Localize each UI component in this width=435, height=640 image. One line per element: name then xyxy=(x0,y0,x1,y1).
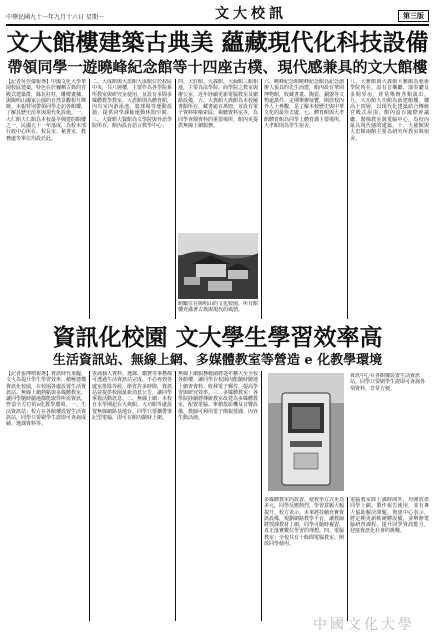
watermark-text: 中國文化大學 xyxy=(313,617,415,633)
article2-column: 多媒體教室的設置，使教學方式更為多元，同學反應熱烈，學習意願大幅提升。校方表示，未來將持續充實資訊設備，規劃網路教學平台，讓教師將授課教材上網，同學可隨時複習，真正落實數位學習的理想。四、電腦教室：全校共有十餘間電腦教室，開放同學使用。 xyxy=(264,497,344,548)
article2-column: 電腦教室除上課時間外，均開放供同學上網、製作報告使用，並有專人協助解決問題。資訊中心表示，將定期更新軟硬體設備，並舉辦電腦研習課程，提升同學資訊能力，迎接資訊化社會的挑戰。 xyxy=(350,497,429,535)
campus-aerial-photo xyxy=(178,233,258,299)
article1-subheadline: 帶領同學一遊曉峰紀念館等十四座古樸、現代感兼具的文大館樓 xyxy=(7,58,428,76)
article1-headline: 文大館樓建築古典美 蘊藏現代化科技設備 xyxy=(6,29,429,56)
article1-column: 二、大成館與大恩館大成館位於校區中央，共八層樓，主要作為各學院系所教室與研究室使用，並設有多間多媒體教學教室。大恩館則為體育館，內有室內游泳池、籃球場等運動設施，提供同學課餘運動休閒空間。三、大賢館大賢館為文學院與外語學院所在，館內設有語言教學中心。 xyxy=(92,79,172,130)
article2-body xyxy=(6,369,429,623)
article2-photo-caption: 資訊中心在各館樓設置生活資訊站，同學只要刷學生證即可查詢各項資料，非常方便。 xyxy=(350,373,426,392)
article1-column: 八、大雅館與大義館大雅館為藝術學院所在，設有音樂廳、演奏廳及多間琴房，經常舉辦各類演出。九、大功館大功館為新建館樓，樓高十四層，以現代化建築結合傳統宮殿式屋頂，館內設有國際會議廳、階梯教室與電腦中心，為校內最具現代感的建築。十、大慈館與大忠館兩館主要為研究所教室與宿舍。 xyxy=(350,79,429,142)
article2-headline: 資訊化校園 文大學生學習效率高 xyxy=(52,324,383,351)
edition-label: 第三版 xyxy=(398,10,429,22)
issue-date: 中華民國九十一年九月十六日 星期一 xyxy=(6,14,104,21)
article1-body xyxy=(6,77,429,322)
article1-photo-caption: 俯瞰位在陽明山的文化校園，所有館樓充滿著古典與現代的風情。 xyxy=(178,301,258,314)
article1-column: 六、曉峰紀念館曉峰紀念館為紀念創辦人張其昀先生而建，館內設有華岡博物館，收藏書畫、陶瓷、銅器等文物逾萬件，定期舉辦展覽，開放校內外人士參觀，是了解本校歷史與中華文化的最佳去處。七、體育館與大孝館體育館為同學上體育課主要場所，大孝館則為學生宿舍。 xyxy=(264,79,344,130)
article1-column: 四、大莊館、大義館、大倫館三館相連，主要為法學院、商學院之教室與辦公室，近年陸續更新電腦教室及網路設備。五、大典館大典館為本校圖書館所在，藏書逾百萬冊，並設有電子資料庫檢索區、視聽資料室等，為同學查閱資料的重要場所，館內更提供無線上網服務。 xyxy=(178,79,258,130)
article2-column: 查詢個人資料、選課、繳費等事務都可透過生活資訊站完成，不必再到各處室排隊等候，節省許多時間。資訊站並提供校園最新消息公告，讓同學掌握活動訊息。二、無線上網：本校自本學期起在大典館、大功館等處設置無線網路基地台，同學只要攜帶筆記型電腦，即可在館內隨時上網。 xyxy=(92,371,172,422)
info-kiosk-photo xyxy=(268,373,344,491)
newspaper-title: 文大校訊 xyxy=(214,6,287,22)
article2-column: 【記者張博晴報導】資訊時代來臨，文大為提升學生學習效率，積極建構資訊化校園，在校園各處設置生活資訊站、無線上網熱點與多媒體教室，讓同學隨時隨地都能取得所需資訊，營造全方位的e化教學環境。一、生活資訊站：校方在各館樓設置生活資訊站，同學只要刷學生證即可查詢成績、選課資料等。 xyxy=(6,371,86,428)
article2-column: 無線上網服務範圍將逐年擴大至全校各館樓，讓同學在校園內能隨時隨地上網查資料、收發電子郵件，提高學習與研究效率。三、多媒體教室：各學院陸續將傳統教室改建為多媒體教室，配置電腦、單槍投影機及音響設備，教師可利用電子簡報授課，內容生動活潑。 xyxy=(178,371,258,422)
masthead xyxy=(6,4,429,26)
article1-column: 【記者吳佳儀報導】中國文化大學華岡校區建築，特色在於巍峨古典的宮殿式建築群，綠瓦紅柱，雕樑畫棟，與陽明山國家公園的自然景觀相互輝映。本報特別帶領同學走訪各館樓，了解其歷史沿革與現代化設施。一、大仁館大仁館為本校最早興建的館樓之一，民國五十一年落成，為校本部行政中心所在，校長室、秘書室、教務處等單位均設於此。 xyxy=(6,79,86,142)
article2-subheadline: 生活資訊站、無線上網、多媒體教室等營造 e 化教學環境 xyxy=(52,353,383,368)
